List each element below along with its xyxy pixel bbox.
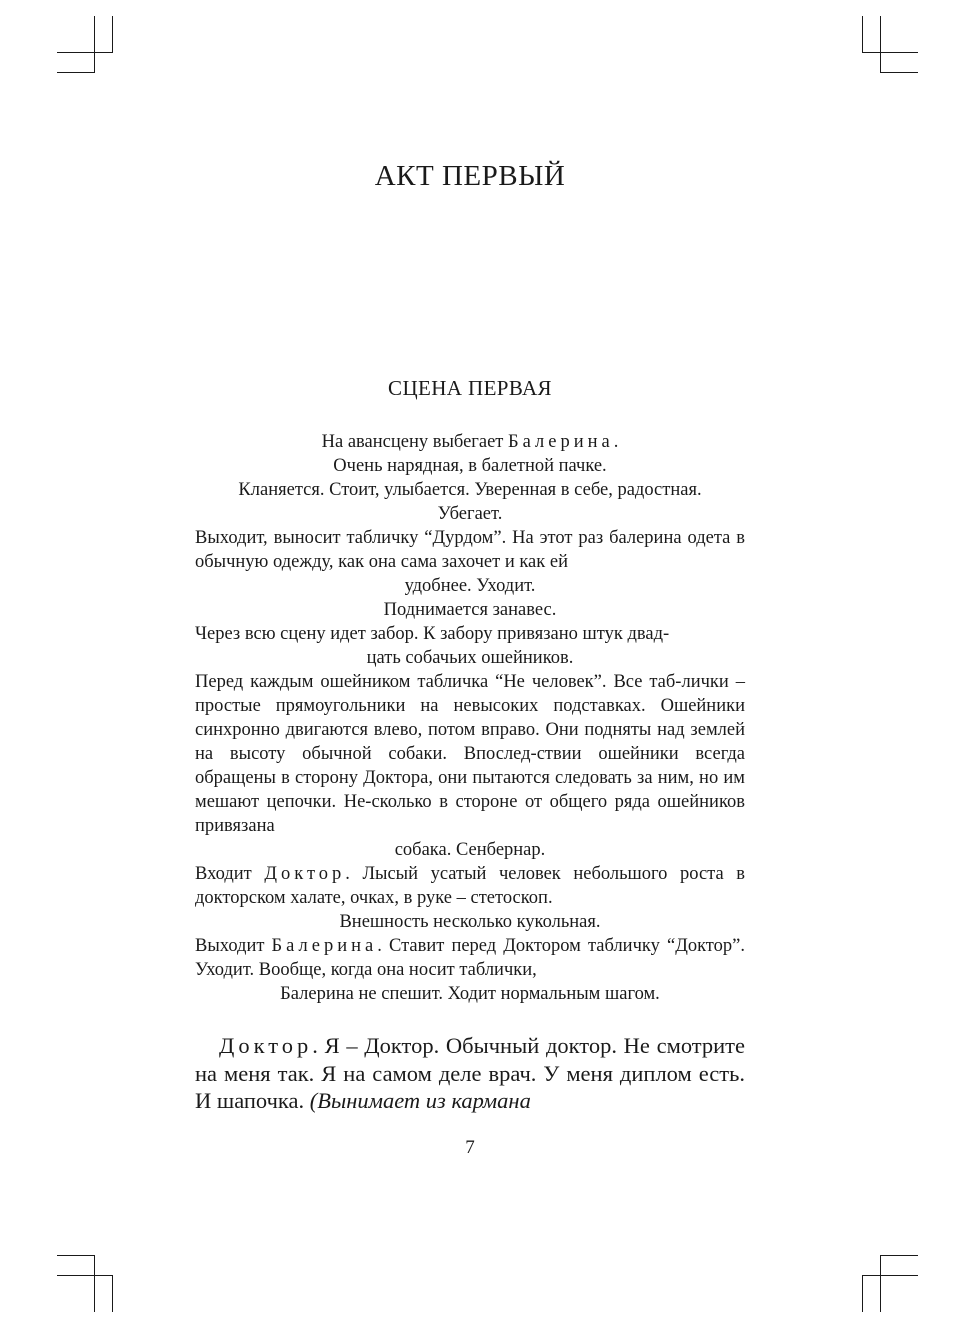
stage-line-6: Поднимается занавес. bbox=[383, 600, 557, 620]
crop-mark-top-right-h bbox=[862, 52, 918, 53]
stage-line-7-end: цать собачьих ошейников. bbox=[366, 648, 574, 668]
scene-title: СЦЕНА ПЕРВАЯ bbox=[388, 376, 552, 400]
crop-mark-bottom-right-v bbox=[862, 1275, 863, 1312]
dialogue-paragraph bbox=[195, 1032, 745, 1115]
crop-mark-top-left-v bbox=[94, 16, 95, 73]
crop-mark-bottom-right-h bbox=[880, 1255, 918, 1256]
crop-mark-top-left-h bbox=[57, 52, 113, 53]
character-name: Балерина bbox=[271, 936, 378, 956]
crop-mark-top-left-h2 bbox=[57, 72, 95, 73]
crop-mark-top-right-v bbox=[862, 16, 863, 53]
crop-mark-bottom-left-v2 bbox=[112, 1275, 113, 1312]
stage-directions bbox=[195, 430, 745, 1006]
stage-line-10-end: Балерина не спешит. Ходит нормальным шагом. bbox=[280, 984, 660, 1004]
stage-line-2: Очень нарядная, в балетной пачке. bbox=[333, 456, 607, 476]
stage-line-4: Убегает. bbox=[437, 504, 503, 524]
stage-line-5: Выходит, выносит табличку “Дурдом”. На этот раз балерина одета в обычную одежду, как она сама захочет и как ей bbox=[195, 528, 745, 572]
stage-remark: (Вынимает из кармана bbox=[309, 1088, 531, 1113]
crop-mark-bottom-left-h2 bbox=[57, 1275, 113, 1276]
stage-line-5-end: удобнее. Уходит. bbox=[404, 576, 536, 596]
act-title: АКТ ПЕРВЫЙ bbox=[374, 160, 566, 192]
stage-line-10: Выходит Балерина. Ставит перед Доктором табличку “Доктор”. Уходит. Вообще, когда она носит таблички, bbox=[195, 936, 745, 980]
character-name: Балерина bbox=[508, 432, 614, 452]
stage-line-8: Перед каждым ошейником табличка “Не человек”. Все таб-лички – простые прямоугольники на невысоких подставках. Ошейники синхронно двигаются влево, потом вправо. Они подняты над землей на высоту обычной собаки. Впослед-ствии ошейники всегда обращены в сторону Доктора, они пытаются следовать за ним, но им мешают цепочки. Не-сколько в стороне от общего ряда ошейников привязана bbox=[195, 672, 745, 836]
stage-line-9: Входит Доктор. Лысый усатый человек небольшого роста в докторском халате, очках, в руке – стетоскоп. bbox=[195, 864, 745, 908]
crop-mark-bottom-right-h2 bbox=[862, 1275, 918, 1276]
stage-line-3: Кланяется. Стоит, улыбается. Уверенная в себе, радостная. bbox=[238, 480, 702, 500]
crop-mark-bottom-left-v bbox=[94, 1255, 95, 1312]
character-name: Доктор bbox=[264, 864, 346, 884]
crop-mark-bottom-right-v2 bbox=[880, 1255, 881, 1312]
dialogue-text: . Я – Доктор. Обычный доктор. Не смотрите на меня так. Я на самом деле врач. У меня диплом есть. И шапочка. bbox=[195, 1033, 745, 1113]
crop-mark-bottom-left-h bbox=[57, 1255, 95, 1256]
crop-mark-top-left-v2 bbox=[112, 16, 113, 53]
crop-mark-top-right-v2 bbox=[880, 16, 881, 73]
stage-line-8-end: собака. Сенбернар. bbox=[394, 840, 546, 860]
crop-mark-top-right-h2 bbox=[880, 72, 918, 73]
speaker-name: Доктор bbox=[219, 1033, 313, 1058]
page-number: 7 bbox=[465, 1137, 475, 1158]
stage-line-1: На авансцену выбегает Балерина. bbox=[321, 432, 619, 452]
stage-line-9-end: Внешность несколько кукольная. bbox=[339, 912, 601, 932]
stage-line-7: Через всю сцену идет забор. К забору привязано штук двад- bbox=[195, 624, 670, 644]
